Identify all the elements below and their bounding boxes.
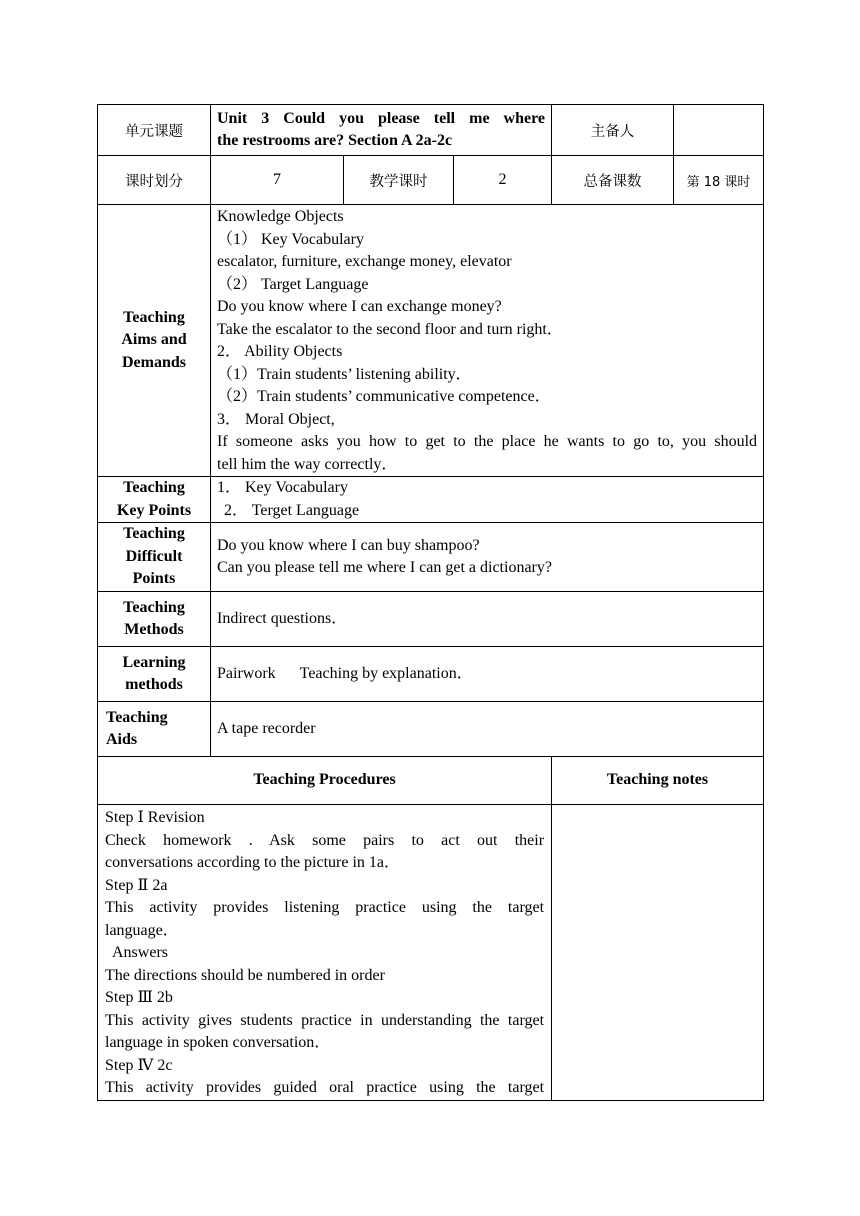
aids-content: A tape recorder (211, 702, 764, 757)
aims-line: 3． Moral Object, (217, 410, 335, 428)
aims-line: （1） Key Vocabulary (217, 230, 364, 248)
key-points-label: Teaching Key Points (98, 477, 211, 523)
aims-line: If someone asks you how to get to the place he wants to go to, you should (217, 433, 758, 450)
procedure-line: The directions should be numbered in order (105, 966, 385, 984)
difficult-point-line: Do you know where I can buy shampoo? (217, 536, 480, 554)
aims-line: Take the escalator to the second floor and turn right． (217, 320, 563, 338)
methods-content: Indirect questions． (211, 592, 764, 647)
difficult-points-content (211, 523, 764, 592)
procedure-line: This activity gives students practice in understanding the target (105, 1011, 545, 1029)
unit-row (98, 105, 764, 156)
methods-row (98, 592, 764, 647)
methods-label: Teaching Methods (98, 592, 211, 647)
key-point-line: 2． Terget Language (224, 501, 360, 519)
learning-content: Pairwork Teaching by explanation． (211, 647, 764, 702)
procedure-line: Step Ⅱ 2a (105, 876, 168, 894)
learning-row (98, 647, 764, 702)
aims-label: Teaching Aims and Demands (98, 205, 211, 477)
aims-line: Knowledge Objects (217, 208, 344, 225)
total-value: 第 18 课时 (674, 156, 764, 205)
learning-label: Learning methods (98, 647, 211, 702)
period-label: 课时划分 (98, 156, 211, 205)
difficult-point-line: Can you please tell me where I can get a dictionary? (217, 559, 552, 576)
procedure-line: language in spoken conversation． (105, 1034, 331, 1051)
key-points-content (211, 477, 764, 523)
key-point-line: 1． Key Vocabulary (217, 479, 348, 496)
procedures-row (98, 805, 764, 1101)
procedure-line: language． (105, 921, 179, 939)
lesson-plan-table (97, 104, 764, 1101)
unit-title-line1: Unit 3 Could you please tell me where (217, 109, 546, 127)
aims-line: （1）Train students’ listening ability． (217, 365, 472, 383)
period-row (98, 156, 764, 205)
procedures-header: Teaching Procedures (98, 757, 552, 805)
notes-header: Teaching notes (552, 757, 764, 805)
unit-title-line2: the restrooms are? Section A 2a-2c (217, 132, 453, 149)
procedure-line: This activity provides guided oral practice using the target (105, 1079, 545, 1096)
difficult-points-row (98, 523, 764, 592)
difficult-points-label: Teaching Difficult Points (98, 523, 211, 592)
unit-title (211, 105, 552, 156)
aims-row (98, 205, 764, 477)
procedure-line: Check homework . Ask some pairs to act out their (105, 831, 545, 849)
procedures-content (98, 805, 552, 1101)
aims-line: tell him the way correctly． (217, 455, 398, 473)
procedure-line: conversations according to the picture in 1a． (105, 854, 401, 871)
teaching-period-value: 2 (454, 156, 552, 205)
procedures-header-row (98, 757, 764, 805)
procedure-line: Step Ⅳ 2c (105, 1056, 173, 1074)
aims-line: Do you know where I can exchange money? (217, 298, 502, 315)
notes-content (552, 805, 764, 1101)
aims-line: （2）Train students’ communicative competence． (217, 388, 551, 405)
aims-content (211, 205, 764, 477)
aims-line: （2） Target Language (217, 275, 369, 293)
procedure-line: Step Ⅰ Revision (105, 809, 205, 826)
aims-line: escalator, furniture, exchange money, elevator (217, 253, 512, 270)
procedure-line: Answers (112, 944, 168, 961)
aids-label: Teaching Aids (98, 702, 211, 757)
unit-label: 单元课题 (98, 105, 211, 156)
key-points-row (98, 477, 764, 523)
total-label: 总备课数 (552, 156, 674, 205)
preparer-label: 主备人 (552, 105, 674, 156)
aids-row (98, 702, 764, 757)
procedure-line: Step Ⅲ 2b (105, 989, 173, 1006)
period-value: 7 (211, 156, 344, 205)
procedure-line: This activity provides listening practice using the target (105, 899, 545, 916)
aims-line: 2． Ability Objects (217, 343, 343, 360)
preparer-value (674, 105, 764, 156)
teaching-period-label: 教学课时 (344, 156, 454, 205)
